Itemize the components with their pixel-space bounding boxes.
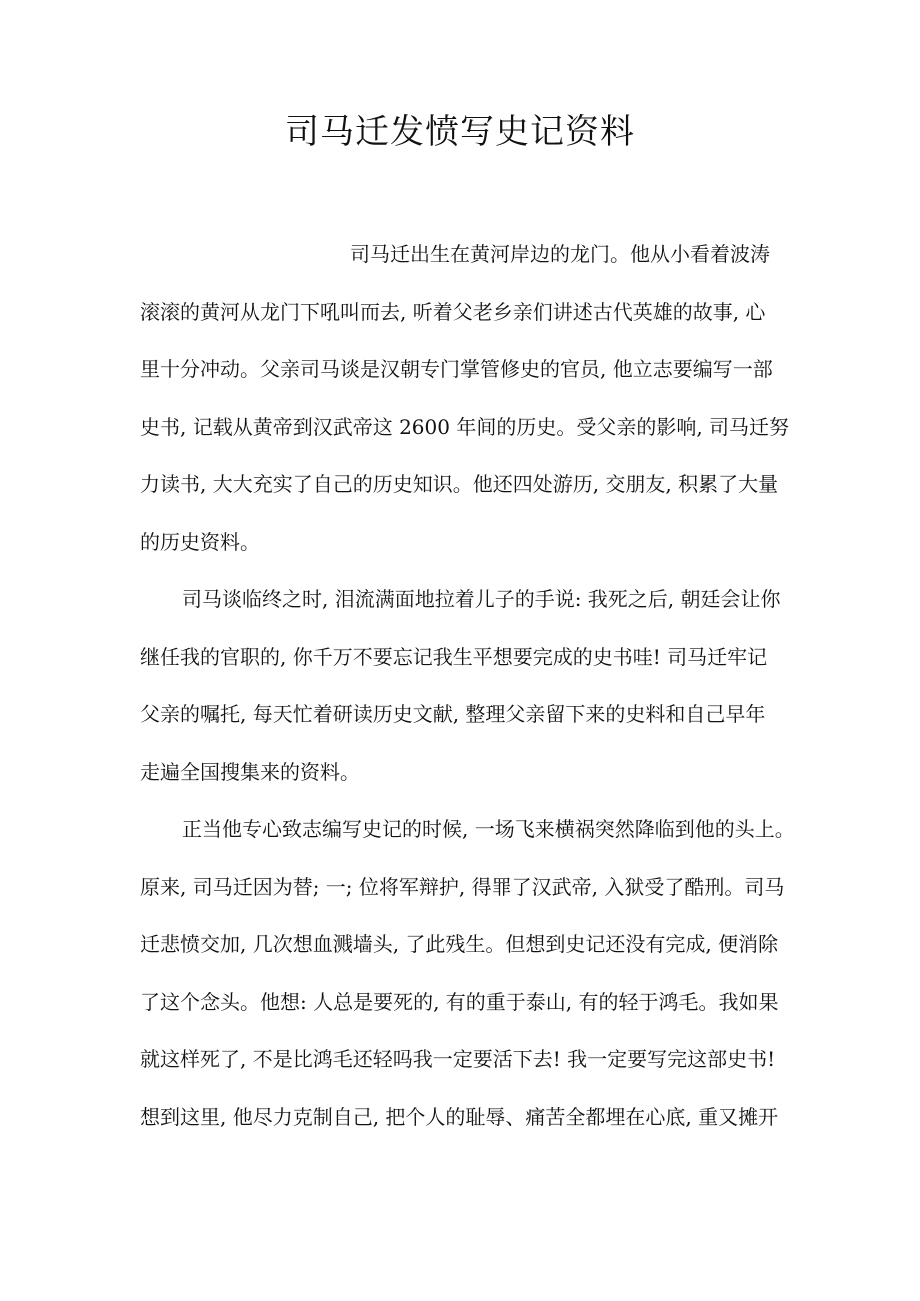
paragraph-3-line-2: 原来, 司马迁因为替; 一; 位将军辩护, 得罪了汉武帝, 入狱受了酷刑。司马 — [140, 874, 785, 899]
paragraph-3-line-1: 正当他专心致志编写史记的时候, 一场飞来横祸突然降临到他的头上。 — [182, 817, 795, 841]
document-body — [140, 226, 795, 1146]
paragraph-2-line-4: 走遍全国搜集来的资料。 — [140, 759, 360, 784]
paragraph-1-line-5: 力读书, 大大充实了自己的历史知识。他还四处游历, 交朋友, 积累了大量 — [140, 472, 779, 496]
paragraph-1-line-3: 里十分冲动。父亲司马谈是汉朝专门掌管修史的官员, 他立志要编写一部 — [140, 357, 773, 381]
paragraph-1-line-6: 的历史资料。 — [140, 529, 260, 554]
paragraph-1-line-2: 滚滚的黄河从龙门下吼叫而去, 听着父老乡亲们讲述古代英雄的故事, 心 — [140, 299, 766, 324]
paragraph-3-line-3: 迁悲愤交加, 几次想血溅墙头, 了此残生。但想到史记还没有完成, 便消除 — [140, 932, 779, 956]
paragraph-1-line-1: 司马迁出生在黄河岸边的龙门。他从小看着波涛 — [350, 242, 770, 266]
paragraph-2-line-3: 父亲的嘱托, 每天忙着研读历史文献, 整理父亲留下来的史料和自己早年 — [140, 702, 766, 726]
paragraph-3-line-4: 了这个念头。他想: 人总是要死的, 有的重于泰山, 有的轻于鸿毛。我如果 — [140, 989, 779, 1014]
paragraph-1-line-4: 史书, 记载从黄帝到汉武帝这 2600 年间的历史。受父亲的影响, 司马迁努 — [140, 414, 790, 439]
paragraph-2-line-2: 继任我的官职的, 你千万不要忘记我生平想要完成的史书哇! 司马迁牢记 — [140, 644, 768, 669]
paragraph-3-line-5: 就这样死了, 不是比鸿毛还轻吗我一定要活下去! 我一定要写完这部史书! — [140, 1047, 776, 1071]
paragraph-2-line-1: 司马谈临终之时, 泪流满面地拉着儿子的手说: 我死之后, 朝廷会让你 — [182, 587, 781, 611]
document-title: 司马迁发愤写史记资料 — [285, 112, 635, 152]
paragraph-3-line-6: 想到这里, 他尽力克制自己, 把个人的耻辱、痛苦全都埋在心底, 重又摊开 — [140, 1104, 779, 1129]
